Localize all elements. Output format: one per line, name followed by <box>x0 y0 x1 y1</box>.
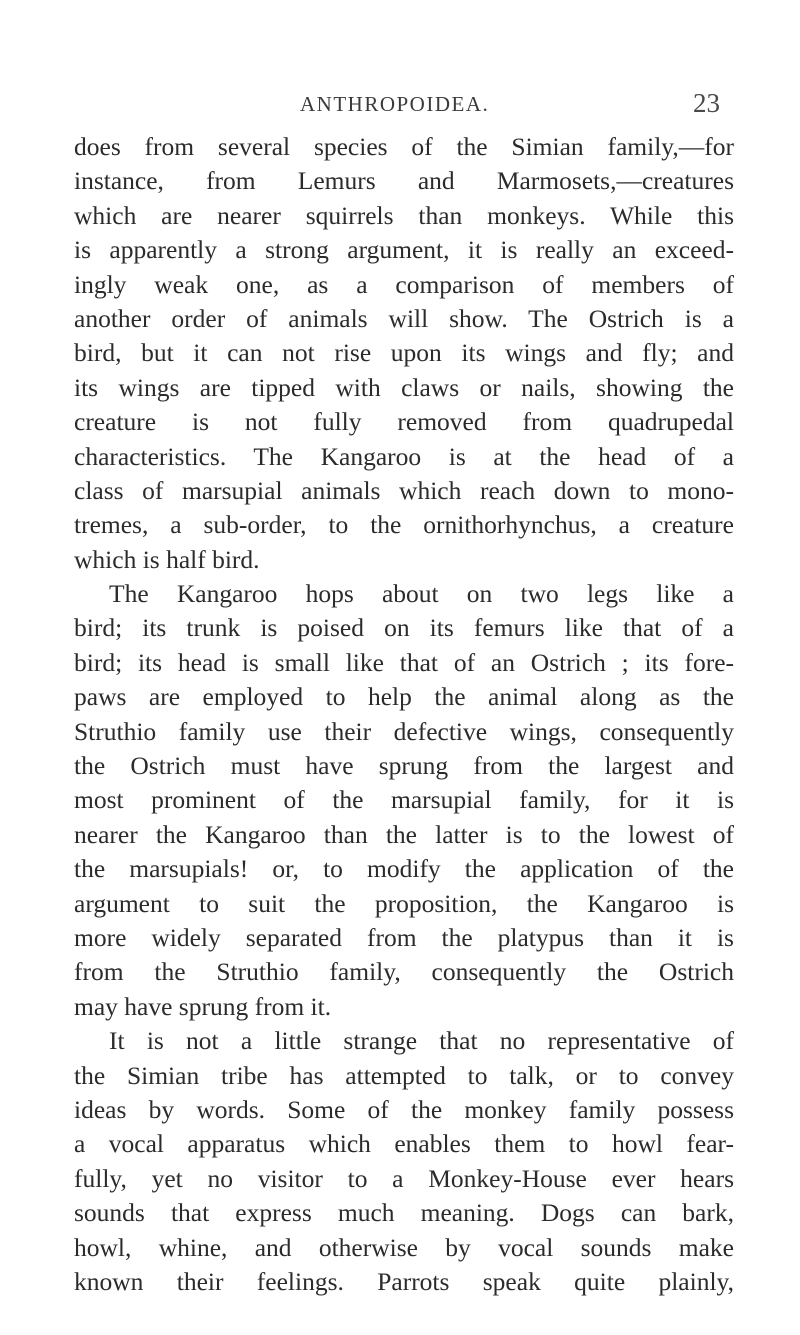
text-line: known their feelings. Parrots speak quite plainly, <box>74 1266 734 1296</box>
text-line: may have sprung from it. <box>74 991 332 1021</box>
text-line: It is not a little strange that no representative of <box>109 1026 734 1056</box>
text-line: nearer the Kangaroo than the latter is to the lowest of <box>74 819 734 849</box>
text-line: another order of animals will show. The Ostrich is a <box>74 303 734 333</box>
text-line: bird, but it can not rise upon its wings and fly; and <box>74 338 734 368</box>
text-line: the Simian tribe has attempted to talk, or to convey <box>74 1060 734 1090</box>
text-line: from the Struthio family, consequently the Ostrich <box>74 957 734 987</box>
text-line: howl, whine, and otherwise by vocal sounds make <box>74 1232 734 1262</box>
text-line: class of marsupial animals which reach down to mono- <box>74 475 734 505</box>
text-line: the Ostrich must have sprung from the largest and <box>74 751 734 781</box>
text-line: ideas by words. Some of the monkey family possess <box>74 1094 734 1124</box>
text-line: Struthio family use their defective wings, consequently <box>74 716 734 746</box>
text-line: does from several species of the Simian family,—for <box>74 132 734 161</box>
body-text <box>74 130 734 1299</box>
running-title: ANTHROPOIDEA. <box>300 92 490 116</box>
text-line: ingly weak one, as a comparison of members of <box>74 269 734 299</box>
text-line: paws are employed to help the animal along as the <box>74 682 734 712</box>
text-line: creature is not fully removed from quadrupedal <box>74 407 734 437</box>
text-line: is apparently a strong argument, it is really an exceed- <box>74 235 734 265</box>
text-line: which is half bird. <box>74 544 260 574</box>
text-line: argument to suit the proposition, the Kangaroo is <box>74 888 734 918</box>
text-line: tremes, a sub-order, to the ornithorhynchus, a creature <box>74 510 734 540</box>
text-line: which are nearer squirrels than monkeys. While this <box>74 200 734 230</box>
text-line: the marsupials! or, to modify the application of the <box>74 854 734 884</box>
text-line: bird; its head is small like that of an Ostrich ; its fore- <box>74 647 734 677</box>
text-line: instance, from Lemurs and Marmosets,—creatures <box>74 166 734 196</box>
text-line: bird; its trunk is poised on its femurs like that of a <box>74 613 734 643</box>
text-line: sounds that express much meaning. Dogs can bark, <box>74 1198 734 1228</box>
text-line: characteristics. The Kangaroo is at the head of a <box>74 441 734 471</box>
page-number: 23 <box>693 88 720 118</box>
text-line: a vocal apparatus which enables them to howl fear- <box>74 1129 734 1159</box>
text-line: more widely separated from the platypus than it is <box>74 922 734 952</box>
text-line: The Kangaroo hops about on two legs like a <box>109 579 734 609</box>
text-line: fully, yet no visitor to a Monkey-House ever hears <box>74 1163 734 1193</box>
running-header <box>0 88 800 128</box>
text-line: its wings are tipped with claws or nails, showing the <box>74 372 734 402</box>
text-line: most prominent of the marsupial family, for it is <box>74 785 734 815</box>
